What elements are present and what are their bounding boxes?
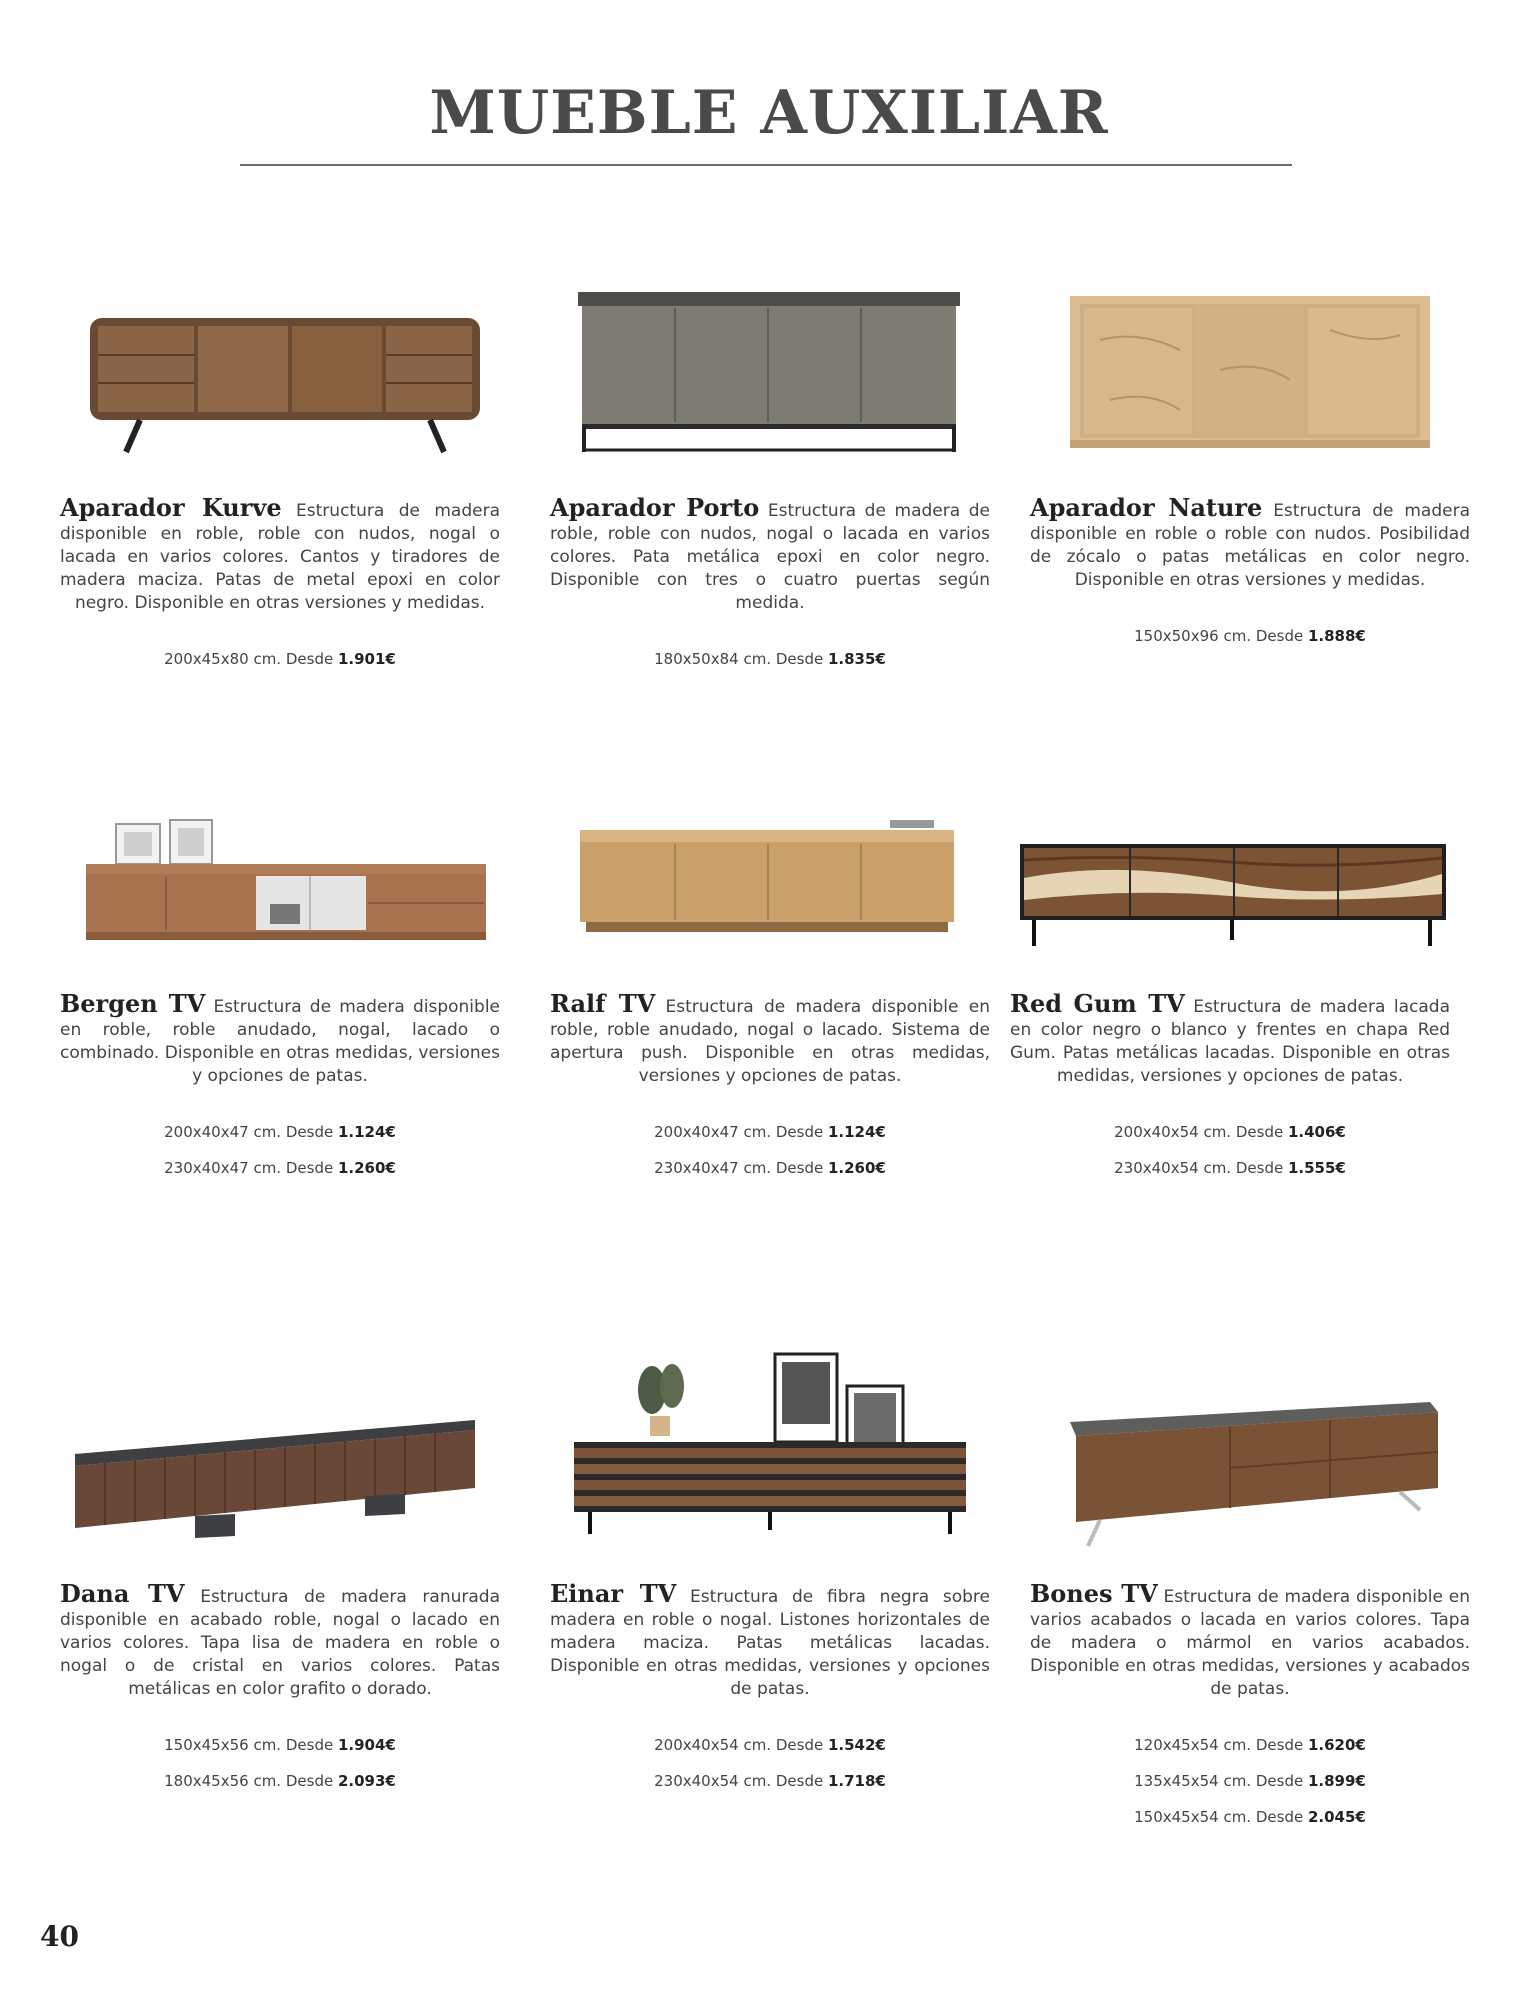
price-line: 120x45x54 cm. Desde 1.620€	[1134, 1736, 1366, 1754]
product-image-aparador-kurve	[70, 270, 490, 470]
price-list	[60, 1727, 500, 1799]
product-image-ralf-tv	[560, 800, 980, 970]
product-ralf-tv[interactable]	[550, 800, 990, 1186]
page-number: 40	[40, 1920, 79, 1953]
product-name: Dana TV	[60, 1579, 185, 1608]
product-description: Estructura de madera disponible en roble, roble anudado, nogal o lacado. Sistema de apertura push. Disponible en otras medidas, versiones y opciones de patas.	[550, 997, 990, 1086]
product-image-aparador-porto	[560, 270, 980, 470]
product-image-aparador-nature	[1040, 270, 1460, 470]
page-title: MUEBLE AUXILIAR	[429, 78, 1109, 148]
price-line: 230x40x54 cm. Desde 1.718€	[654, 1772, 886, 1790]
price-list	[550, 1114, 990, 1186]
product-image-einar-tv	[560, 1320, 980, 1560]
product-image-red-gum-tv	[1010, 800, 1450, 970]
price-list	[1030, 1727, 1470, 1835]
product-red-gum-tv[interactable]	[1010, 800, 1450, 1186]
product-name: Aparador Nature	[1030, 493, 1263, 522]
price-list	[60, 1114, 500, 1186]
product-name: Ralf TV	[550, 989, 656, 1018]
price-line: 150x45x56 cm. Desde 1.904€	[164, 1736, 396, 1754]
price-list	[1030, 618, 1470, 654]
product-aparador-porto[interactable]	[550, 270, 990, 677]
product-image-bergen-tv	[70, 800, 490, 970]
product-description: Estructura de madera ranurada disponible en acabado roble, nogal o lacado en varios colores. Tapa lisa de madera en roble o nogal o de cristal en varios colores. Patas metálicas en color grafito o dorado.	[60, 1587, 501, 1699]
product-description: Estructura de madera disponible en roble o roble con nudos. Posibilidad de zócalo o patas metálicas en color negro. Disponible en otras versiones y medidas.	[1030, 501, 1470, 590]
price-line: 180x50x84 cm. Desde 1.835€	[654, 650, 886, 668]
price-line: 200x40x54 cm. Desde 1.406€	[1114, 1123, 1346, 1141]
price-line: 200x40x54 cm. Desde 1.542€	[654, 1736, 886, 1754]
price-line: 200x40x47 cm. Desde 1.124€	[164, 1123, 396, 1141]
product-description: Estructura de madera disponible en varios acabados o lacada en varios colores. Tapa de madera o mármol en varios acabados. Disponible en otras medidas, versiones y acabados de patas.	[1030, 1587, 1470, 1699]
title-divider	[240, 164, 1292, 166]
product-name: Einar TV	[550, 1579, 677, 1608]
product-aparador-nature[interactable]	[1030, 270, 1470, 654]
price-line: 200x45x80 cm. Desde 1.901€	[164, 650, 396, 668]
product-description: Estructura de madera disponible en roble, roble con nudos, nogal o lacada en varios colores. Cantos y tiradores de madera maciza. Patas de metal epoxi en color negro. Disponible en otras versiones y medidas.	[60, 501, 501, 613]
product-image-dana-tv	[65, 1390, 495, 1560]
price-line: 230x40x47 cm. Desde 1.260€	[164, 1159, 396, 1177]
product-bones-tv[interactable]	[1030, 1390, 1470, 1835]
price-list	[1010, 1114, 1450, 1186]
price-line: 230x40x47 cm. Desde 1.260€	[654, 1159, 886, 1177]
price-list	[550, 641, 990, 677]
price-list	[550, 1727, 990, 1799]
product-description: Estructura de madera de roble, roble con nudos, nogal o lacada en varios colores. Pata metálica epoxi en color negro. Disponible con tres o cuatro puertas según medida.	[550, 501, 990, 613]
product-aparador-kurve[interactable]	[60, 270, 500, 677]
product-name: Red Gum TV	[1010, 989, 1185, 1018]
price-line: 150x45x54 cm. Desde 2.045€	[1134, 1808, 1366, 1826]
price-line: 230x40x54 cm. Desde 1.555€	[1114, 1159, 1346, 1177]
product-name: Aparador Porto	[550, 493, 760, 522]
product-image-bones-tv	[1040, 1390, 1460, 1560]
product-name: Bones TV	[1030, 1579, 1158, 1608]
price-line: 135x45x54 cm. Desde 1.899€	[1134, 1772, 1366, 1790]
product-description: Estructura de madera lacada en color negro o blanco y frentes en chapa Red Gum. Patas metálicas lacadas. Disponible en otras medidas, versiones y opciones de patas.	[1010, 997, 1451, 1086]
product-description: Estructura de fibra negra sobre madera en roble o nogal. Listones horizontales de madera maciza. Patas metálicas lacadas. Disponible en otras medidas, versiones y opciones de patas.	[550, 1587, 990, 1699]
product-einar-tv[interactable]	[550, 1320, 990, 1799]
product-description: Estructura de madera disponible en roble, roble anudado, nogal, lacado o combinado. Disponible en otras medidas, versiones y opciones de patas.	[60, 997, 501, 1086]
price-line: 150x50x96 cm. Desde 1.888€	[1134, 627, 1366, 645]
price-list	[60, 641, 500, 677]
price-line: 200x40x47 cm. Desde 1.124€	[654, 1123, 886, 1141]
product-name: Bergen TV	[60, 989, 206, 1018]
product-bergen-tv[interactable]	[60, 800, 500, 1186]
product-name: Aparador Kurve	[60, 493, 282, 522]
price-line: 180x45x56 cm. Desde 2.093€	[164, 1772, 396, 1790]
product-dana-tv[interactable]	[60, 1390, 500, 1799]
